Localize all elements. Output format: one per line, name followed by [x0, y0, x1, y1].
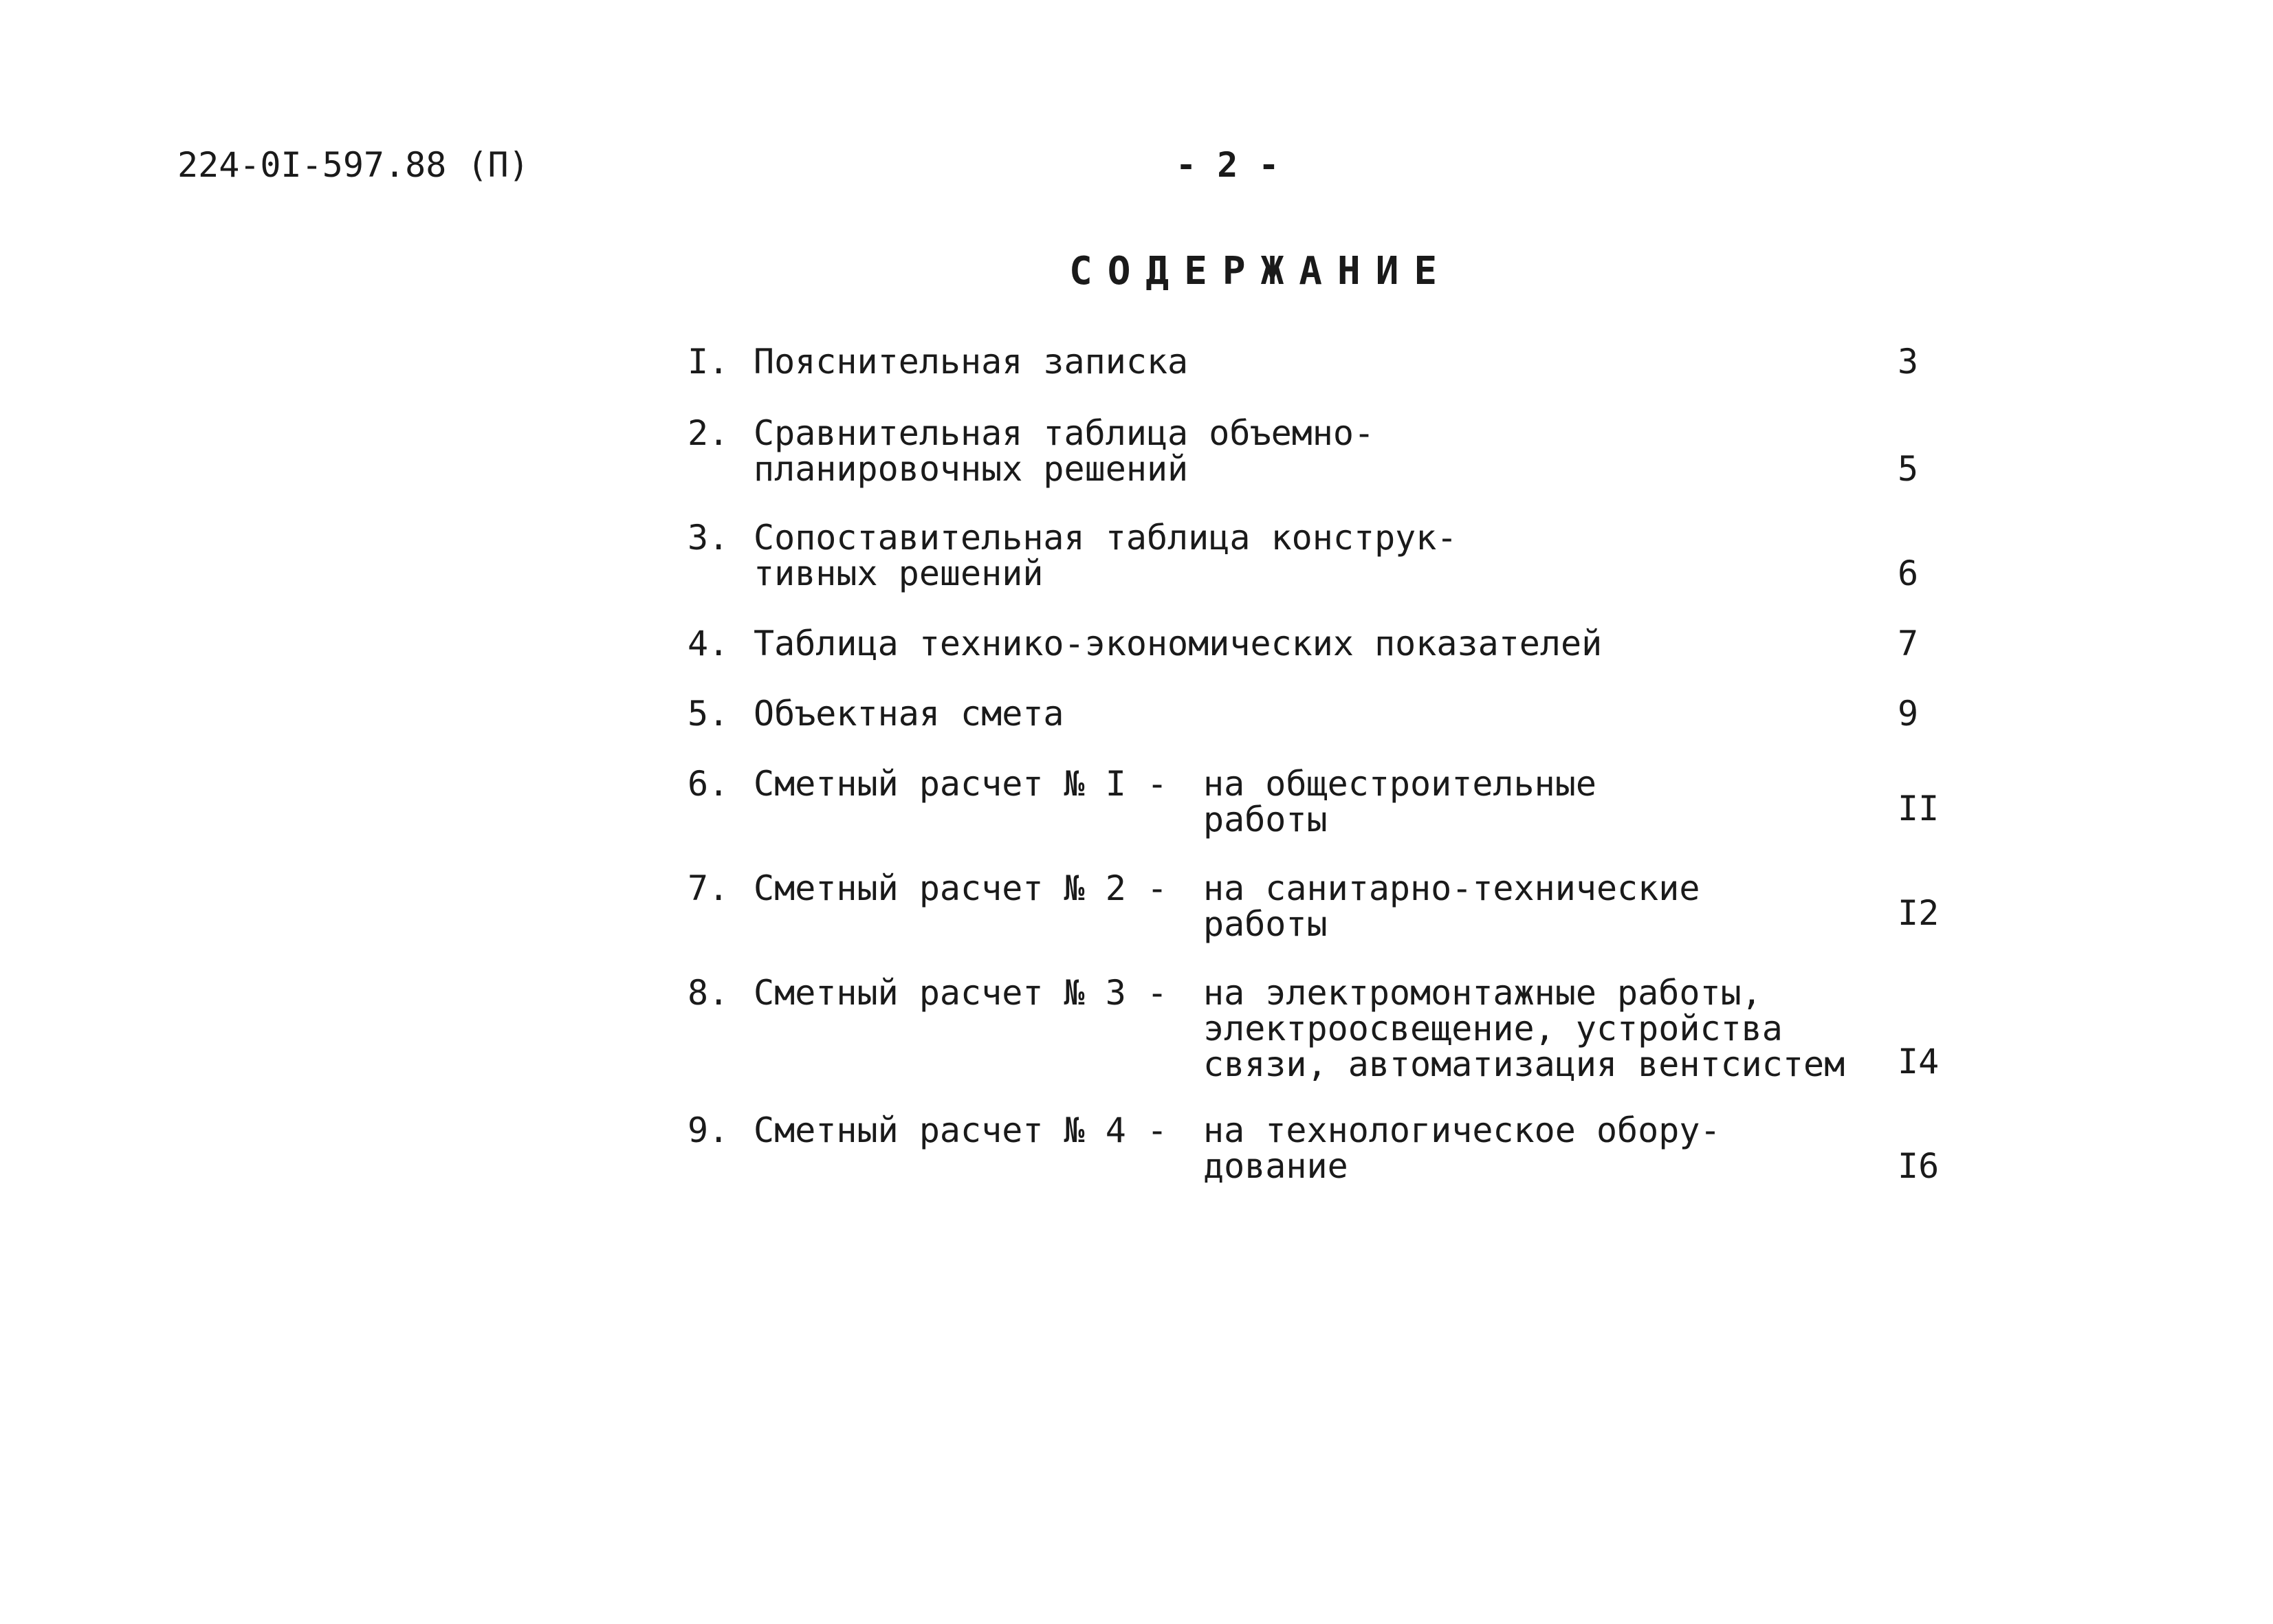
toc-entry-page: I6 [1898, 1146, 1940, 1186]
toc-entry-text: работы [1203, 904, 1328, 944]
toc-entry-text: Таблица технико-экономических показателей [754, 624, 1603, 663]
toc-entry-number: 7. [688, 868, 729, 908]
toc-entry-page: I4 [1898, 1042, 1940, 1082]
toc-entry-prefix: Сметный расчет № 4 - [754, 1110, 1168, 1150]
toc-entry-page: 7 [1898, 624, 1919, 663]
toc-entry-prefix: Сметный расчет № 2 - [754, 868, 1168, 908]
toc-entry-text: на электромонтажные работы, [1203, 973, 1762, 1013]
toc-entry-page: I2 [1898, 893, 1940, 933]
toc-entry-page: 3 [1898, 342, 1919, 382]
toc-entry-number: 4. [688, 624, 729, 663]
toc-entry-page: II [1898, 789, 1940, 829]
toc-entry-text: Сопоставительная таблица конструк- [754, 518, 1458, 558]
document-code: 224-0I-597.88 (П) [177, 145, 529, 185]
toc-entry-number: 5. [688, 694, 729, 734]
toc-entry-number: 8. [688, 973, 729, 1013]
page-number: - 2 - [1176, 145, 1280, 185]
toc-entry-text: электроосвещение, устройства [1203, 1009, 1783, 1049]
toc-entry-page: 5 [1898, 449, 1919, 489]
toc-entry-text: работы [1203, 800, 1328, 840]
toc-entry-number: I. [688, 342, 729, 382]
toc-entry-text: на санитарно-технические [1203, 868, 1700, 908]
toc-entry-text: связи, автоматизация вентсистем [1203, 1044, 1845, 1084]
toc-entry-prefix: Сметный расчет № 3 - [754, 973, 1168, 1013]
toc-entry-number: 3. [688, 518, 729, 558]
toc-entry-number: 9. [688, 1110, 729, 1150]
toc-entry-number: 2. [688, 413, 729, 453]
toc-entry-number: 6. [688, 764, 729, 804]
contents-title: СОДЕРЖАНИЕ [1069, 249, 1453, 294]
toc-entry-prefix: Сметный расчет № I - [754, 764, 1168, 804]
toc-entry-text: Сравнительная таблица объемно- [754, 413, 1375, 453]
toc-entry-text: тивных решений [754, 553, 1044, 593]
toc-entry-text: на общестроительные [1203, 764, 1596, 804]
toc-entry-text: Объектная смета [754, 694, 1064, 734]
toc-entry-page: 9 [1898, 694, 1919, 734]
toc-entry-text: Пояснительная записка [754, 342, 1189, 382]
toc-entry-text: дование [1203, 1146, 1348, 1186]
toc-entry-text: планировочных решений [754, 449, 1189, 489]
toc-entry-text: на технологическое обору- [1203, 1110, 1721, 1150]
toc-entry-page: 6 [1898, 553, 1919, 593]
